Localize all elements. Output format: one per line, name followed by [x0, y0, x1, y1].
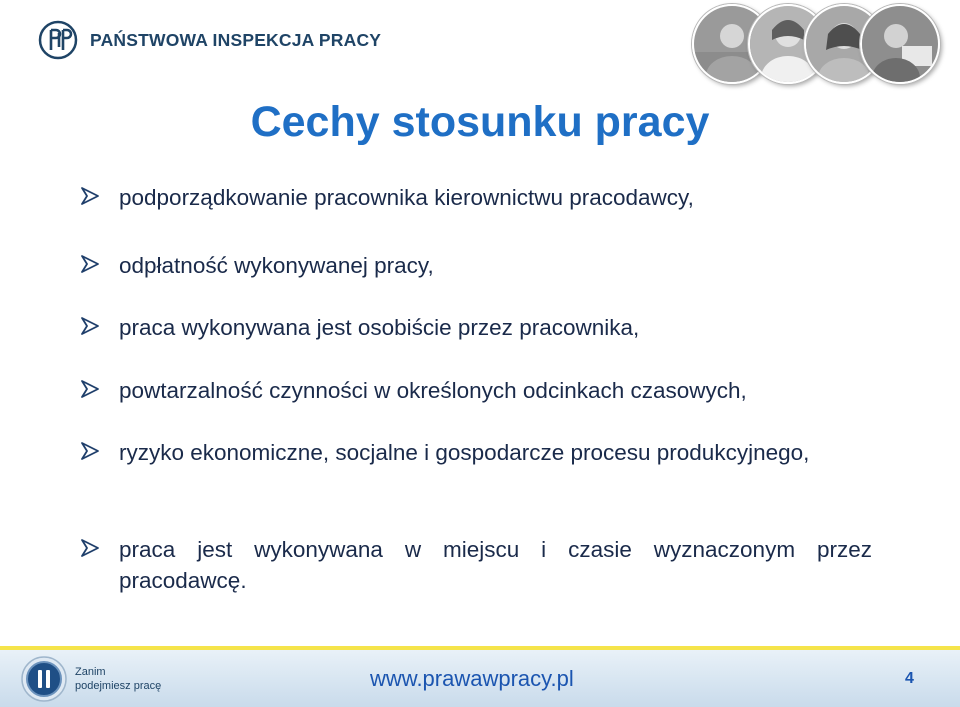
list-item	[80, 182, 872, 213]
bullet-text: ryzyko ekonomiczne, socjalne i gospodarcze procesu produkcyjnego,	[119, 440, 810, 465]
footer-tagline-line1: Zanim	[75, 666, 106, 678]
arrowhead-bullet-icon	[80, 380, 100, 398]
bullet-text: praca jest wykonywana w miejscu i czasie wyznaczonym przez pracodawcę.	[119, 537, 872, 593]
arrowhead-bullet-icon	[80, 442, 100, 460]
bullet-text: odpłatność wykonywanej pracy,	[119, 253, 434, 278]
photo-circle	[860, 4, 940, 84]
bullet-text: podporządkowanie pracownika kierownictwu pracodawcy,	[119, 185, 694, 210]
arrowhead-bullet-icon	[80, 539, 100, 557]
footer-tagline	[75, 665, 161, 693]
organization-name: PAŃSTWOWA INSPEKCJA PRACY	[90, 29, 382, 50]
list-item	[80, 250, 872, 281]
header-photo-collage	[686, 0, 946, 84]
pip-emblem-icon	[38, 20, 78, 60]
arrowhead-bullet-icon	[80, 187, 100, 205]
website-link[interactable]: www.prawawpracy.pl	[370, 666, 574, 691]
pause-emblem-icon	[20, 655, 68, 703]
footer-tagline-line2: podejmiesz pracę	[75, 680, 162, 692]
list-item	[80, 312, 872, 343]
list-item	[80, 375, 872, 406]
arrowhead-bullet-icon	[80, 317, 100, 335]
bullet-text: powtarzalność czynności w określonych odcinkach czasowych,	[119, 378, 747, 403]
slide-title: Cechy stosunku pracy	[250, 98, 710, 146]
footer-bar	[0, 650, 960, 707]
list-item	[80, 437, 872, 468]
list-item	[80, 534, 872, 596]
pip-logo	[38, 17, 381, 63]
arrowhead-bullet-icon	[80, 255, 100, 273]
bullet-text: praca wykonywana jest osobiście przez pracownika,	[119, 315, 640, 340]
page-number: 4	[905, 670, 914, 687]
